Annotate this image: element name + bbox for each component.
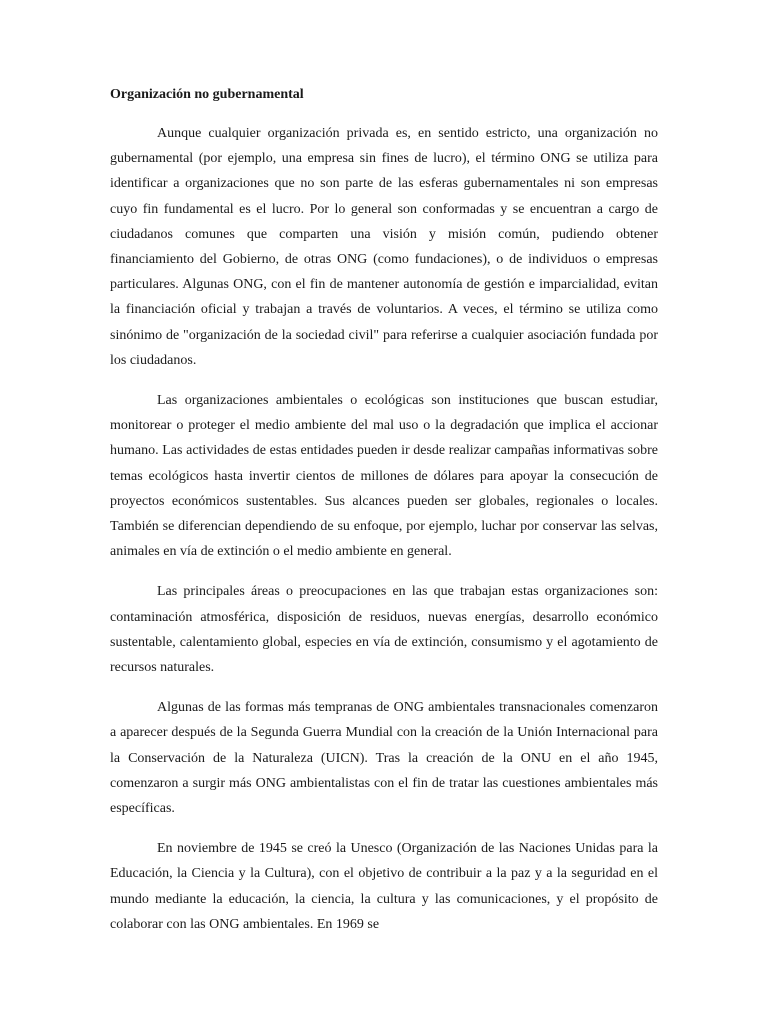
paragraph-unesco: En noviembre de 1945 se creó la Unesco (Organización de las Naciones Unidas para la Educación, la Ciencia y la Cultura), con el objetivo de contribuir a la paz y a la seguridad en el mundo mediante la educación, la ciencia, la cultura y las comunicaciones, y el propósito de colaborar con las ONG ambientales. En 1969 se <box>110 841 658 932</box>
paragraph-environmental-organizations: Las organizaciones ambientales o ecológicas son instituciones que buscan estudiar, monitorear o proteger el medio ambiente del mal uso o la degradación que implica el accionar humano. Las actividades de estas entidades pueden ir desde realizar campañas informativas sobre temas ecológicos hasta invertir cientos de millones de dólares para apoyar la consecución de proyectos económicos sustentables. Sus alcances pueden ser globales, regionales o locales. También se diferencian dependiendo de su enfoque, por ejemplo, luchar por conservar las selvas, animales en vía de extinción o el medio ambiente en general. <box>110 393 658 560</box>
paragraph-ong-definition: Aunque cualquier organización privada es, en sentido estricto, una organización no gubernamental (por ejemplo, una empresa sin fines de lucro), el término ONG se utiliza para identificar a organizaciones que no son parte de las esferas gubernamentales ni son empresas cuyo fin fundamental es el lucro. Por lo general son conformadas y se encuentran a cargo de ciudadanos comunes que comparten una visión y misión común, pudiendo obtener financiamiento del Gobierno, de otras ONG (como fundaciones), o de individuos o empresas particulares. Algunas ONG, con el fin de mantener autonomía de gestión e imparcialidad, evitan la financiación oficial y trabajan a través de voluntarios. A veces, el término se utiliza como sinónimo de "organización de la sociedad civil" para referirse a cualquier asociación fundada por los ciudadanos. <box>110 126 658 368</box>
paragraph-main-areas: Las principales áreas o preocupaciones en las que trabajan estas organizaciones son: contaminación atmosférica, disposición de residuos, nuevas energías, desarrollo económico sustentable, calentamiento global, especies en vía de extinción, consumismo y el agotamiento de recursos naturales. <box>110 584 658 676</box>
document-title: Organización no gubernamental <box>110 87 304 102</box>
paragraph-early-forms: Algunas de las formas más tempranas de ONG ambientales transnacionales comenzaron a aparecer después de la Segunda Guerra Mundial con la creación de la Unión Internacional para la Conservación de la Naturaleza (UICN). Tras la creación de la ONU en el año 1945, comenzaron a surgir más ONG ambientalistas con el fin de tratar las cuestiones ambientales más específicas. <box>110 700 658 817</box>
document-page <box>110 84 658 952</box>
